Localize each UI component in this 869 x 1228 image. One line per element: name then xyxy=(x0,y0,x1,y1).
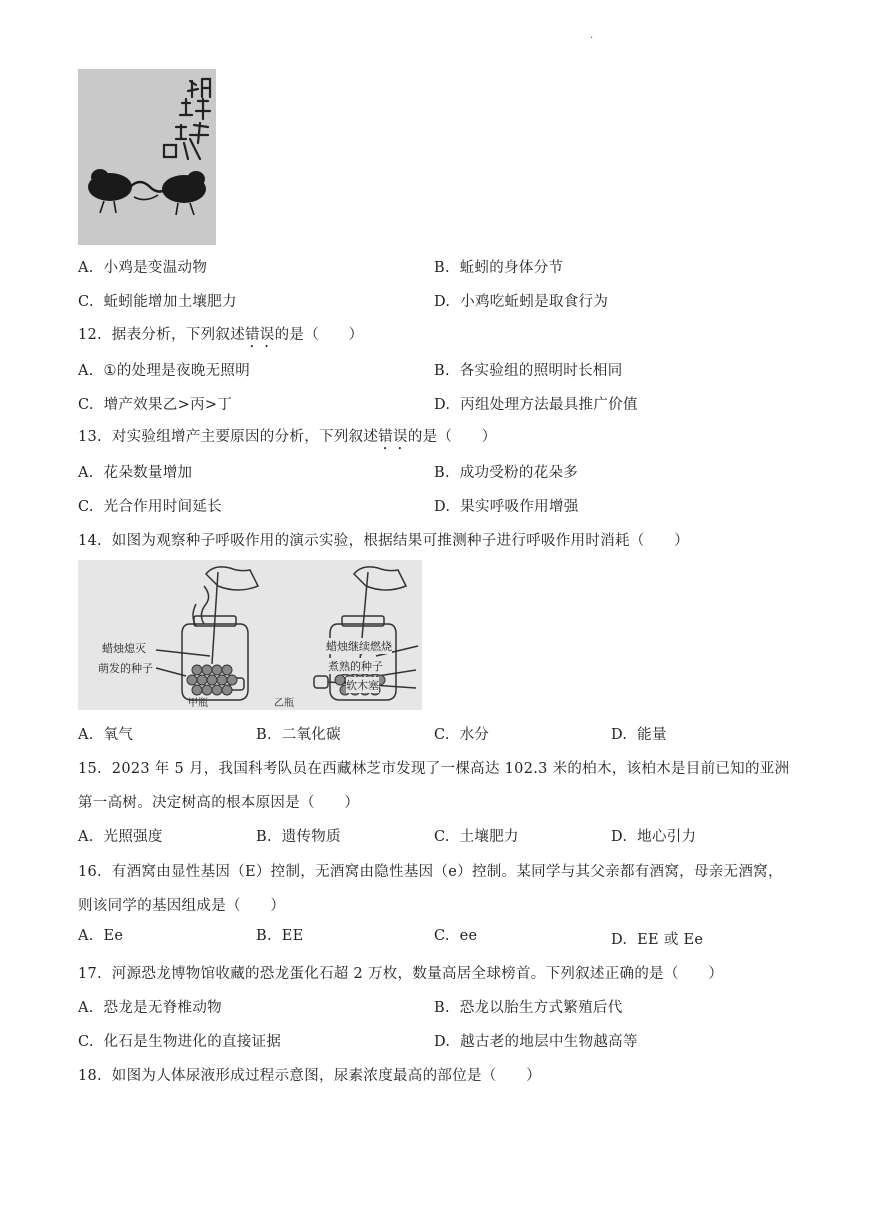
option-text: 花朵数量增加 xyxy=(103,465,193,481)
q13-option-a[interactable] xyxy=(78,461,192,482)
option-text: ①的处理是夜晚无照明 xyxy=(103,363,251,379)
option-letter: D. xyxy=(611,829,628,845)
option-text: 成功受粉的花朵多 xyxy=(459,465,579,481)
option-letter: D. xyxy=(434,1034,451,1050)
option-text: 丙组处理方法最具推广价值 xyxy=(460,397,638,413)
page-mark: . xyxy=(590,30,594,41)
option-text: 恐龙以胎生方式繁殖后代 xyxy=(459,1000,623,1016)
question-number: 18. xyxy=(78,1068,102,1084)
question-number: 17. xyxy=(78,966,102,982)
option-text: 地心引力 xyxy=(637,829,697,845)
q15-option-c[interactable] xyxy=(434,825,519,846)
option-text: 越古老的地层中生物越高等 xyxy=(460,1034,638,1050)
q14-option-c[interactable] xyxy=(434,723,489,744)
figure-label-cork: 软木塞 xyxy=(346,679,379,692)
option-text: 水分 xyxy=(459,727,490,743)
option-text: 蚯蚓的身体分节 xyxy=(459,260,564,276)
chicks-painting-figure xyxy=(78,69,216,245)
option-letter: A. xyxy=(78,727,94,743)
stem-text: 的是（ ） xyxy=(407,429,497,445)
q11-option-a[interactable] xyxy=(78,256,207,277)
stem-text: 如图为人体尿液形成过程示意图，尿素浓度最高的部位是（ ） xyxy=(111,1068,541,1084)
option-letter: D. xyxy=(434,294,451,310)
option-letter: C. xyxy=(78,1034,94,1050)
option-letter: D. xyxy=(434,499,451,515)
option-letter: B. xyxy=(434,260,450,276)
figure-label-candle-burning: 蜡烛继续燃烧 xyxy=(326,640,392,653)
stem-emphasis: 错误 xyxy=(378,429,408,445)
q12-option-c[interactable] xyxy=(78,393,232,414)
option-letter: A. xyxy=(78,465,94,481)
q15-option-a[interactable] xyxy=(78,825,163,846)
question-number: 16. xyxy=(78,864,102,880)
option-text: 小鸡吃蚯蚓是取食行为 xyxy=(460,294,609,310)
option-text: 光照强度 xyxy=(103,829,163,845)
option-letter: B. xyxy=(434,1000,450,1016)
option-text: 氧气 xyxy=(103,727,134,743)
option-letter: A. xyxy=(78,1000,94,1016)
figure-label-cooked-seeds: 煮熟的种子 xyxy=(328,660,383,673)
option-text: 小鸡是变温动物 xyxy=(103,260,208,276)
q12-option-a[interactable] xyxy=(78,359,250,380)
q11-option-d[interactable] xyxy=(434,290,608,311)
option-text: ee xyxy=(459,928,478,944)
option-text: 恐龙是无脊椎动物 xyxy=(103,1000,222,1016)
q16-option-c[interactable] xyxy=(434,928,477,944)
q13-option-d[interactable] xyxy=(434,495,579,516)
q16-option-a[interactable] xyxy=(78,928,123,944)
q18-stem xyxy=(78,1064,541,1085)
q11-option-c[interactable] xyxy=(78,290,237,311)
q14-option-b[interactable] xyxy=(256,723,341,744)
option-text: 能量 xyxy=(637,727,667,743)
option-letter: D. xyxy=(611,932,628,948)
q17-option-a[interactable] xyxy=(78,996,222,1017)
option-letter: C. xyxy=(78,397,94,413)
option-text: 各实验组的照明时长相同 xyxy=(459,363,623,379)
option-text: Ee xyxy=(103,928,124,944)
q13-option-c[interactable] xyxy=(78,495,222,516)
option-text: 果实呼吸作用增强 xyxy=(460,499,579,515)
stem-text: 据表分析，下列叙述 xyxy=(111,327,245,343)
option-letter: C. xyxy=(434,829,450,845)
q16-stem-line1 xyxy=(78,860,783,881)
option-text: 蚯蚓能增加土壤肥力 xyxy=(103,294,237,310)
q15-option-b[interactable] xyxy=(256,825,341,846)
option-text: 土壤肥力 xyxy=(459,829,519,845)
stem-text: 河源恐龙博物馆收藏的恐龙蛋化石超 2 万枚，数量高居全球榜首。下列叙述正确的是（ ） xyxy=(111,966,724,982)
option-letter: B. xyxy=(256,928,272,944)
q16-option-d[interactable] xyxy=(611,928,703,949)
option-text: 光合作用时间延长 xyxy=(103,499,223,515)
question-number: 12. xyxy=(78,327,102,343)
q12-stem xyxy=(78,323,363,351)
option-text: 化石是生物进化的直接证据 xyxy=(103,1034,282,1050)
stem-text: 有酒窝由显性基因（E）控制，无酒窝由隐性基因（e）控制。某同学与其父亲都有酒窝，母亲无酒窝， xyxy=(111,864,783,880)
stem-text: 2023 年 5 月，我国科考队员在西藏林芝市发现了一棵高达 102.3 米的柏木，该柏木是目前已知的亚洲 xyxy=(111,761,790,777)
q17-option-b[interactable] xyxy=(434,996,623,1017)
option-letter: C. xyxy=(434,928,450,944)
option-text: 遗传物质 xyxy=(281,829,341,845)
q17-stem xyxy=(78,962,723,983)
figure-label-jar-b: 乙瓶 xyxy=(274,698,294,709)
seed-respiration-figure xyxy=(78,560,422,710)
option-letter: D. xyxy=(434,397,451,413)
stem-emphasis: 错误 xyxy=(245,327,275,343)
option-letter: B. xyxy=(256,727,272,743)
question-number: 14. xyxy=(78,533,102,549)
q16-option-b[interactable] xyxy=(256,928,303,944)
q17-option-c[interactable] xyxy=(78,1030,281,1051)
option-letter: A. xyxy=(78,928,94,944)
q12-option-d[interactable] xyxy=(434,393,638,414)
option-text: EE xyxy=(281,928,304,944)
q13-option-b[interactable] xyxy=(434,461,578,482)
option-text: EE 或 Ee xyxy=(637,932,704,948)
q11-option-b[interactable] xyxy=(434,256,563,277)
q15-stem-line1 xyxy=(78,757,789,778)
q13-stem xyxy=(78,425,497,453)
q16-stem-line2: 则该同学的基因组成是（ ） xyxy=(78,898,286,914)
q17-option-d[interactable] xyxy=(434,1030,638,1051)
option-letter: A. xyxy=(78,363,94,379)
stem-text: 的是（ ） xyxy=(274,327,364,343)
option-letter: C. xyxy=(434,727,450,743)
option-letter: B. xyxy=(434,363,450,379)
option-letter: A. xyxy=(78,260,94,276)
option-letter: A. xyxy=(78,829,94,845)
option-letter: C. xyxy=(78,499,94,515)
figure-label-germinating-seeds: 萌发的种子 xyxy=(98,662,153,675)
q14-option-d[interactable] xyxy=(611,723,667,744)
question-number: 13. xyxy=(78,429,102,445)
option-letter: B. xyxy=(434,465,450,481)
option-text: 增产效果乙>丙>丁 xyxy=(103,397,233,413)
stem-text: 如图为观察种子呼吸作用的演示实验，根据结果可推测种子进行呼吸作用时消耗（ ） xyxy=(111,533,689,549)
option-letter: D. xyxy=(611,727,628,743)
option-letter: B. xyxy=(256,829,272,845)
stem-text: 对实验组增产主要原因的分析，下列叙述 xyxy=(111,429,379,445)
option-text: 二氧化碳 xyxy=(281,727,341,743)
question-number: 15. xyxy=(78,761,102,777)
q12-option-b[interactable] xyxy=(434,359,623,380)
q15-option-d[interactable] xyxy=(611,825,696,846)
q14-stem xyxy=(78,529,689,550)
figure-label-jar-a: 甲瓶 xyxy=(188,698,208,709)
option-letter: C. xyxy=(78,294,94,310)
q15-stem-line2: 第一高树。决定树高的根本原因是（ ） xyxy=(78,795,360,811)
q14-option-a[interactable] xyxy=(78,723,133,744)
figure-label-candle-out: 蜡烛熄灭 xyxy=(102,642,146,655)
